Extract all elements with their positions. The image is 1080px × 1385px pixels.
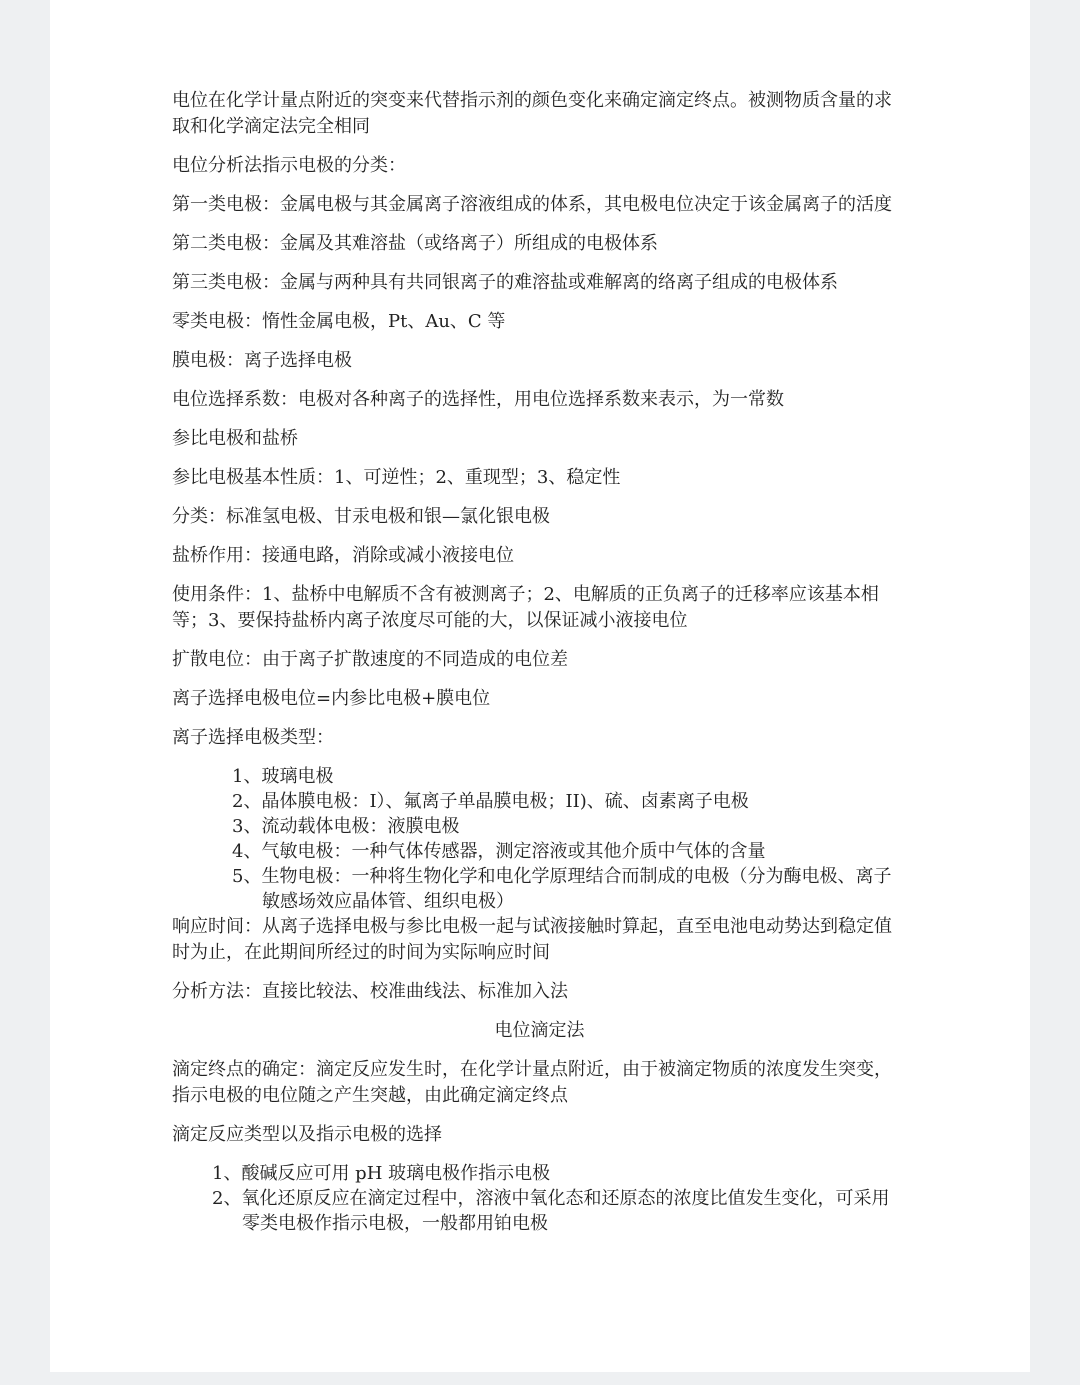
document-body bbox=[172, 88, 907, 1238]
paragraph: 第三类电极：金属与两种具有共同银离子的难溶盐或难解离的络离子组成的电极体系 bbox=[172, 272, 838, 293]
paragraph: 响应时间：从离子选择电极与参比电极一起与试液接触时算起，直至电池电动势达到稳定值时为止，在此期间所经过的时间为实际响应时间 bbox=[172, 916, 892, 963]
paragraph: 分类：标准氢电极、甘汞电极和银—氯化银电极 bbox=[172, 506, 550, 527]
titration-type-list bbox=[172, 1161, 907, 1236]
list-item: 5、生物电极：一种将生物化学和电化学原理结合而制成的电极（分为酶电极、离子敏感场效应晶体管、组织电极） bbox=[232, 866, 892, 912]
paragraph: 第一类电极：金属电极与其金属离子溶液组成的体系，其电极电位决定于该金属离子的活度 bbox=[172, 194, 892, 215]
paragraph: 盐桥作用：接通电路，消除或减小液接电位 bbox=[172, 545, 514, 566]
paragraph: 零类电极：惰性金属电极，Pt、Au、C 等 bbox=[172, 311, 506, 332]
paragraph: 分析方法：直接比较法、校准曲线法、标准加入法 bbox=[172, 981, 568, 1002]
paragraph: 扩散电位：由于离子扩散速度的不同造成的电位差 bbox=[172, 649, 568, 670]
paragraph: 电位选择系数：电极对各种离子的选择性，用电位选择系数来表示，为一常数 bbox=[172, 389, 784, 410]
list-item: 1、玻璃电极 bbox=[232, 766, 334, 787]
paragraph: 电位分析法指示电极的分类： bbox=[172, 155, 406, 176]
electrode-type-list bbox=[172, 764, 907, 914]
paragraph: 膜电极：离子选择电极 bbox=[172, 350, 352, 371]
list-item: 3、流动载体电极：液膜电极 bbox=[232, 816, 460, 837]
paragraph: 离子选择电极类型： bbox=[172, 727, 334, 748]
paragraph: 参比电极和盐桥 bbox=[172, 428, 298, 449]
paragraph: 离子选择电极电位=内参比电极+膜电位 bbox=[172, 688, 491, 709]
paragraph: 滴定反应类型以及指示电极的选择 bbox=[172, 1124, 442, 1145]
paragraph: 第二类电极：金属及其难溶盐（或络离子）所组成的电极体系 bbox=[172, 233, 658, 254]
paragraph: 使用条件：1、盐桥中电解质不含有被测离子；2、电解质的正负离子的迁移率应该基本相等；3、要保持盐桥内离子浓度尽可能的大，以保证减小液接电位 bbox=[172, 584, 879, 631]
paragraph: 电位在化学计量点附近的突变来代替指示剂的颜色变化来确定滴定终点。被测物质含量的求取和化学滴定法完全相同 bbox=[172, 90, 892, 137]
list-item: 4、气敏电极：一种气体传感器，测定溶液或其他介质中气体的含量 bbox=[232, 841, 766, 862]
paragraph: 滴定终点的确定：滴定反应发生时，在化学计量点附近，由于被滴定物质的浓度发生突变，指示电极的电位随之产生突越，由此确定滴定终点 bbox=[172, 1059, 892, 1106]
list-item: 2、晶体膜电极：I）、氟离子单晶膜电极；II)、硫、卤素离子电极 bbox=[232, 791, 749, 812]
list-item: 2、氧化还原反应在滴定过程中，溶液中氧化态和还原态的浓度比值发生变化，可采用零类电极作指示电极，一般都用铂电极 bbox=[212, 1188, 890, 1234]
list-item: 1、酸碱反应可用 pH 玻璃电极作指示电极 bbox=[212, 1163, 551, 1184]
paragraph: 参比电极基本性质：1、可逆性；2、重现型；3、稳定性 bbox=[172, 467, 621, 488]
section-title: 电位滴定法 bbox=[494, 1020, 585, 1041]
document-page bbox=[50, 0, 1030, 1372]
